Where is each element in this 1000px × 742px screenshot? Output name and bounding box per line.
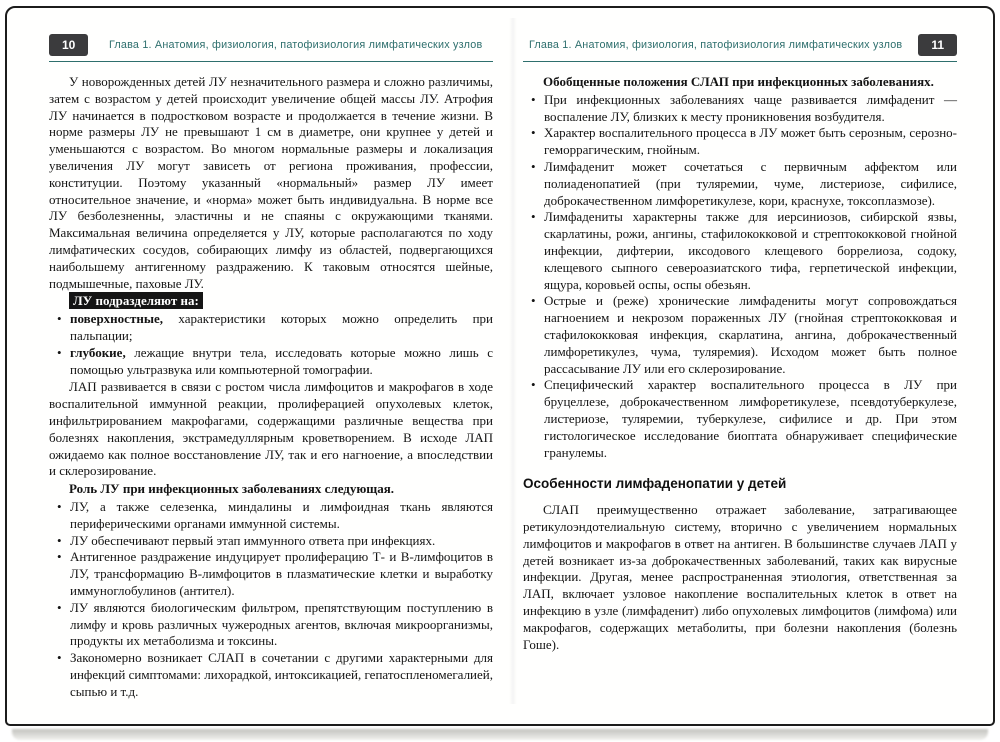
left-header-title: Глава 1. Анатомия, физиология, патофизиология лимфатических узлов [108, 39, 483, 51]
paragraph: ЛАП развивается в связи с ростом числа лимфоцитов и макрофагов в ходе воспалительной иммунной реакции, пролиферацией опухолевых клеток, инфильтрированием макрофагами, содержащими различные вещества при болезнях накопления, экстрамедуллярным кроветворением. В исходе ЛАП ожидаемо как полное восстановление ЛУ, так и его нагноение, а впоследствии и склерозирование. [49, 379, 493, 479]
page-frame [5, 6, 995, 726]
bold-paragraph: Роль ЛУ при инфекционных заболеваниях следующая. [69, 481, 395, 497]
right-header-title: Глава 1. Анатомия, физиология, патофизиология лимфатических узлов [528, 39, 903, 51]
paragraph: У новорожденных детей ЛУ незначительного размера и сложно различимы, затем с возрастом у детей происходит увеличение общей массы ЛУ. Атрофия ЛУ начинается в подростковом возрасте и продолжается в течение жизни. В норме размеры ЛУ не превышают 1 см в диаметре, они крупнее у детей и уменьшаются с возрастом. Во многом нормальные размеры и локализация увеличения ЛУ могут зависеть от региона проживания, профессии, конституции. Поэтому указанный «нормальный» размер ЛУ имеет относительное значение, и «норма» может быть индивидуальна. В норме все ЛУ безболезненны, эластичны и не спаяны с окружающими тканями. Максимальная величина определяется у ЛУ, которые располагаются по ходу лимфатических сосудов, собирающих лимфу из областей, подвергающихся наибольшему антигенному раздражению. К таковым относятся шейные, подмышечные, паховые ЛУ. [49, 74, 493, 291]
bullet-list [523, 92, 957, 462]
bullet-item: • Характер воспалительного процесса в ЛУ может быть серозным, серозно-геморрагическим, гнойным. [531, 125, 957, 159]
right-page-body [523, 74, 957, 653]
left-running-head [49, 34, 493, 62]
right-page [523, 34, 957, 654]
left-page-number: 10 [49, 34, 88, 56]
left-page [49, 34, 493, 701]
right-running-head [523, 34, 957, 62]
page-bottom-shadow [12, 729, 988, 740]
right-page-number: 11 [918, 34, 957, 56]
paragraph: СЛАП преимущественно отражает заболевание, затрагивающее ретикулоэндотелиальную систему, вторично с увеличением нормальных лимфоцитов и макрофагов в ответ на антиген. В большинстве случаев ЛАП у детей возникает из-за доброкачественных заболеваний, таких как вирусные инфекции. Другая, менее распространенная этиология, ответственная за ЛАП, включает узловое накопление воспалительных клеток в ответ на инфекцию в узле (лимфаденит) либо опухолевых лимфоцитов (лимфома) или макрофагов, содержащих метаболиты, при болезни накопления (болезнь Гоше). [523, 502, 957, 652]
bullet-list [49, 499, 493, 701]
bullet-item: • Острые и (реже) хронические лимфадениты могут сопровождаться нагноением и некрозом пораженных ЛУ (гнойная стрептококковая и стафилококковая инфекция, скарлатина, ангина, доброкачественный лимфоретикулез, чума, туляремия). Исходом может быть полное рассасывание ЛУ или его склерозирование. [531, 293, 957, 377]
bullet-item: • ЛУ являются биологическим фильтром, препятствующим поступлению в лимфу и кровь различных чужеродных агентов, включая микроорганизмы, продукты их метаболизма и токсины. [57, 600, 493, 650]
highlighted-text: ЛУ подразделяют на: [69, 292, 203, 309]
bullet-item: • глубокие, лежащие внутри тела, исследовать которые можно лишь с помощью ультразвука или компьютерной томографии. [57, 345, 493, 379]
bullet-list [49, 311, 493, 378]
section-heading: Особенности лимфаденопатии у детей [523, 476, 787, 492]
bullet-item: • Специфический характер воспалительного процесса в ЛУ при бруцеллезе, доброкачественном лимфоретикулезе, псевдотуберкулезе, листериозе, туляремии, туберкулезе, сифилисе и др. При этом гистологическое исследование биоптата обнаруживает специфические гранулемы. [531, 377, 957, 461]
left-page-body [49, 74, 493, 700]
bullet-item: • поверхностные, характеристики которых можно определить при пальпации; [57, 311, 493, 345]
bullet-item: • При инфекционных заболеваниях чаще развивается лимфаденит — воспаление ЛУ, близких к месту проникновения возбудителя. [531, 92, 957, 126]
center-fold [509, 18, 517, 704]
bullet-item: • ЛУ обеспечивают первый этап иммунного ответа при инфекциях. [57, 533, 493, 550]
bullet-item: • ЛУ, а также селезенка, миндалины и лимфоидная ткань являются периферическими органами иммунной системы. [57, 499, 493, 533]
bullet-item: • Антигенное раздражение индуцирует пролиферацию Т- и В-лимфоцитов в ЛУ, трансформацию В-лимфоцитов в плазматические клетки и выработку иммуноглобулинов (антител). [57, 549, 493, 599]
bullet-item: • Лимфаденит может сочетаться с первичным аффектом или полиаденопатией (при туляремии, чуме, листериозе, сифилисе, доброкачественном лимфоретикулезе, кори, краснухе, токсоплазмозе). [531, 159, 957, 209]
bullet-item: • Лимфадениты характерны также для иерсиниозов, сибирской язвы, скарлатины, рожи, ангины, стафилококковой и стрептококковой гнойной инфекции, дифтерии, иксодового клещевого боррелиоза, содоку, клещевого сыпного североазиатского тифа, герпетической инфекции, ящура, коровьей оспы, оспы обезьян. [531, 209, 957, 293]
bold-paragraph: Обобщенные положения СЛАП при инфекционных заболеваниях. [543, 74, 934, 89]
highlight-paragraph [49, 293, 493, 310]
bullet-item: • Закономерно возникает СЛАП в сочетании с другими характерными для инфекций симптомами: лихорадкой, интоксикацией, гепатоспленомегалией, сыпью и т.д. [57, 650, 493, 700]
bullet-lead-term: глубокие, [70, 344, 126, 360]
bullet-lead-term: поверхностные, [70, 311, 163, 327]
